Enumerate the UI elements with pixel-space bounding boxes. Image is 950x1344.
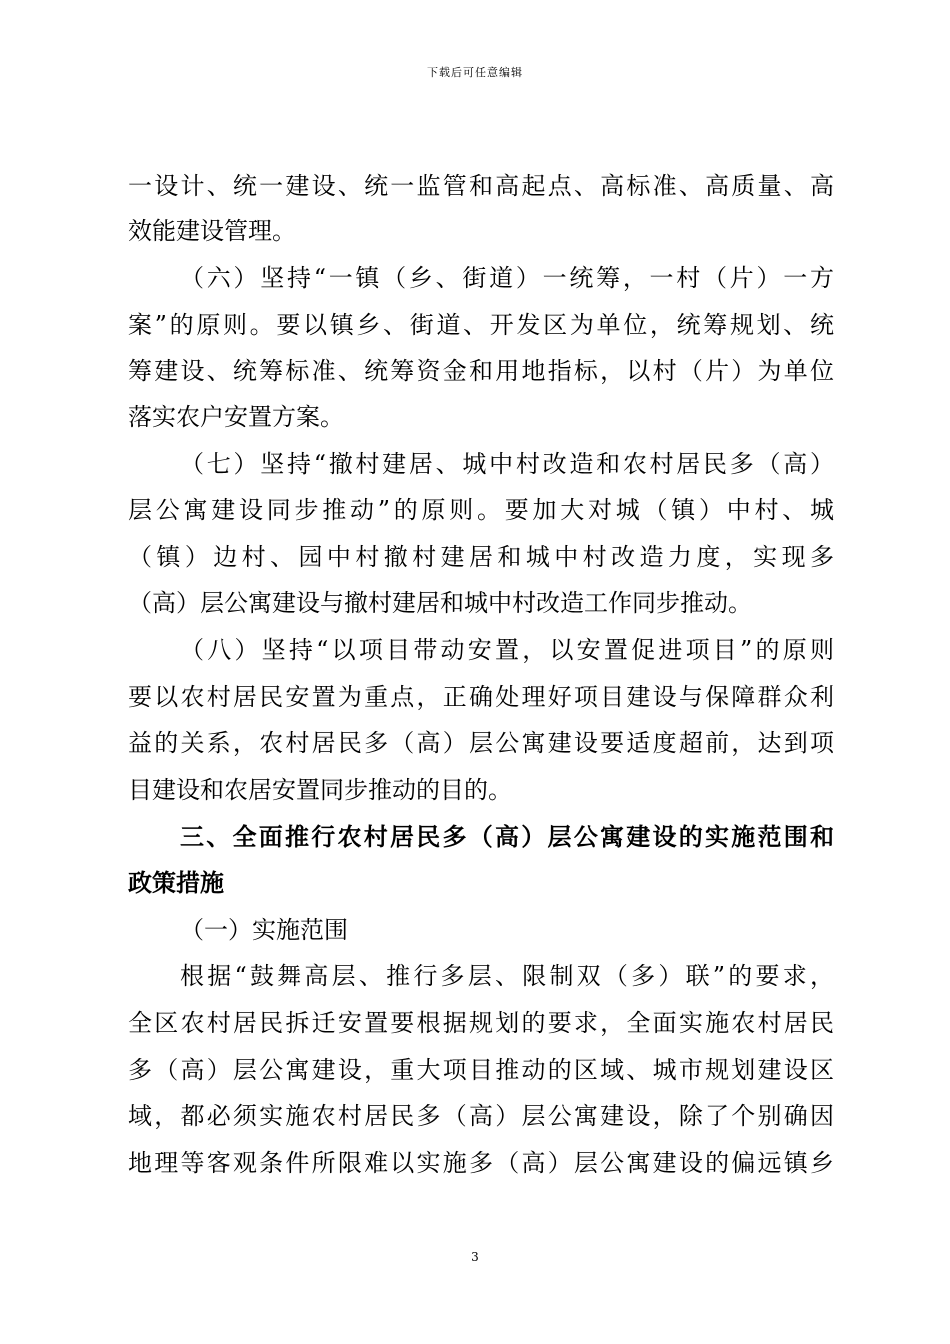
text-line: 筹建设、统筹标准、统筹资金和用地指标，以村（片）为单位 (128, 357, 834, 385)
page-number: 3 (471, 1250, 479, 1264)
text-line: 多（高）层公寓建设，重大项目推动的区域、城市规划建设区 (128, 1056, 834, 1084)
text-line: 根据“鼓舞高层、推行多层、限制双（多）联”的要求， (180, 962, 834, 990)
text-line: （高）层公寓建设与撤村建居和城中村改造工作同步推动。 (128, 589, 752, 617)
page-header: 下载后可任意编辑 (427, 66, 523, 79)
text-line: 益的关系，农村居民多（高）层公寓建设要适度超前，达到项 (128, 729, 834, 757)
text-line: 域，都必须实施农村居民多（高）层公寓建设，除了个别确因 (128, 1102, 834, 1130)
text-line: 层公寓建设同步推动”的原则。要加大对城（镇）中村、城 (128, 496, 834, 524)
text-line: 案”的原则。要以镇乡、街道、开发区为单位，统筹规划、统 (128, 311, 834, 339)
text-line: 效能建设管理。 (128, 217, 296, 245)
text-line: （七）坚持“撤村建居、城中村改造和农村居民多（高） (180, 450, 834, 478)
subsection-heading: （一）实施范围 (180, 916, 348, 944)
section-heading-cont: 政策措施 (128, 868, 224, 897)
text-line: 要以农村居民安置为重点，正确处理好项目建设与保障群众利 (128, 683, 834, 711)
text-line: 地理等客观条件所限难以实施多（高）层公寓建设的偏远镇乡 (128, 1149, 834, 1177)
section-heading: 三、全面推行农村居民多（高）层公寓建设的实施范围和 (180, 822, 834, 851)
text-line: 全区农村居民拆迁安置要根据规划的要求，全面实施农村居民 (128, 1009, 834, 1037)
text-line: 落实农户安置方案。 (128, 403, 344, 431)
text-line: （八）坚持“以项目带动安置，以安置促进项目”的原则 (180, 636, 834, 664)
text-line: （六）坚持“一镇（乡、街道）一统筹，一村（片）一方 (180, 264, 834, 292)
text-line: 目建设和农居安置同步推动的目的。 (128, 776, 512, 804)
text-line: 一设计、统一建设、统一监管和高起点、高标准、高质量、高 (128, 172, 834, 200)
text-line: （镇）边村、园中村撤村建居和城中村改造力度，实现多 (128, 543, 834, 571)
